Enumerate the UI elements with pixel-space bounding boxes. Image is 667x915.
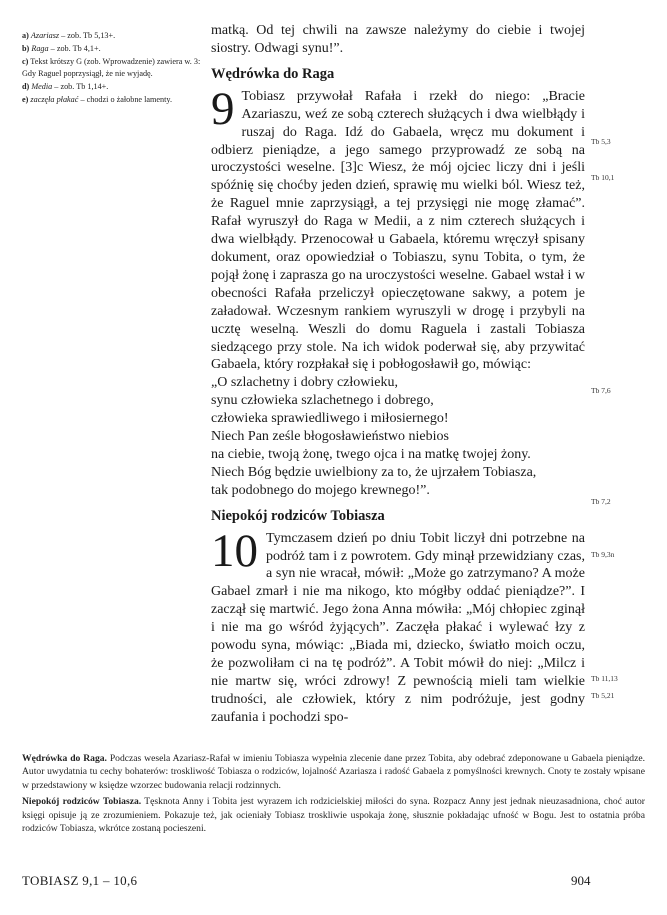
section-2-paragraph [211,524,585,727]
margin-reference: Tb 7,6 [591,386,611,395]
margin-reference: Tb 10,1 [591,173,615,182]
poem-line: synu człowieka szlachetnego i dobrego, [211,393,434,409]
commentary-paragraph: Wędrówka do Raga. Podczas wesela Azariasz-Rafał w imieniu Tobiasza wypełnia zlecenie dane przez Tobita, aby odebrać zdeponowane u Gabaela pieniądze. Autor uwydatnia tu cechy bohaterów: troskliwość Tobiasza o rodziców, lojalność Azariasza i radość Gabaela z pomyślności krewnych. Cnoty te zostały wpisane w przedstawiony w księdze wzorzec budowania relacji rodzinnych. [22,753,645,791]
page-number: 904 [571,873,591,888]
section-heading-1: Wędrówka do Raga [211,65,335,82]
section-1-paragraph [211,82,585,375]
footnote-b: b) Raga – zob. Tb 4,1+. [22,44,101,53]
commentary-paragraph: Niepokój rodziców Tobiasza. Tęsknota Anny i Tobita jest wyrazem ich rodzicielskiej miłości do syna. Rozpacz Anny jest jednak nieuzasadniona, choć autor księgi opisuje ją ze zrozumieniem. Pokazuje też, jak ocieniały Tobiasz troskliwie uspokaja żonę, słusznie pokładając ufność w Bogu. Jest to ostatnia próba rodziców Tobiasza, wkrótce zostaną pocieszeni. [22,796,646,835]
poem-line: Niech Bóg będzie uwielbiony za to, że ujrzałem Tobiasza, [211,464,537,480]
poem-line: Niech Pan ześle błogosławieństwo niebios [211,429,449,445]
chapter-number-10: 10 [211,524,258,577]
margin-reference: Tb 11,13 [591,674,618,683]
commentary [22,752,645,838]
margin-reference: Tb 9,3n [591,550,615,559]
divider [22,741,645,742]
intro-paragraph: matką. Od tej chwili na zawsze należymy do ciebie i twojej siostry. Odwagi synu!”. [211,23,585,56]
section-1-text: Tobiasz przywołał Rafała i rzekł do niego: „Bracie Azariaszu, weź ze sobą czterech służących i dwa wielbłądy i ruszaj do Raga. Idź do Gabaela, wręcz mu dokument i odbierz pieniądze, a jego samego przyprowadź ze sobą na uroczystości weselne. [3]c Wiesz, że mój ojciec liczy dni i jeśli spóźnię się choćby jeden dzień, sprawię mu wielki ból. Wiesz też, że Raguel mnie zaprzysiągł, a tej przysięgi nie mogę złamać”. Rafał wyruszył do Raga w Medii, a z nim czterech służących i dwa wielbłądy. Przenocował u Gabaela, któremu wręczył spisany dokument, oraz opowiedział o Tobiaszu, synu Tobita, o tym, że pojął żonę i zaprasza go na uroczystości weselne. Gabael wstał i w obecności Rafała przeliczył opieczętowane sakwy, a potem je załadował. Wczesnym rankiem wyruszyli w drogę i przybyli na ucztę weselną. Weszli do domu Raguela i zastali Tobiasza siedzącego przy stole. Na ich widok poderwał się, aby przywitać Gabaela, który rozpłakał się i pobłogosławił go, mówiąc: [211,88,585,373]
footnote-c: c) Tekst krótszy G (zob. Wprowadzenie) zawiera w. 3: Gdy Raguel poprzysiągł, że nie wyjadę. [22,57,201,78]
footnote-e: e) zaczęła płakać – chodzi o żałobne lamenty. [22,95,172,104]
main-text [211,22,585,727]
poem-line: „O szlachetny i dobry człowieku, [211,375,398,391]
poem-line: człowieka sprawiedliwego i miłosiernego! [211,411,449,427]
margin-reference: Tb 5,3 [591,137,611,146]
poem-line: tak podobnego do mojego krewnego!”. [211,482,430,498]
chapter-number-9: 9 [211,82,235,135]
poem-line: na ciebie, twoją żonę, twego ojca i na matkę twojej żony. [211,446,531,462]
margin-reference: Tb 7,2 [591,497,611,506]
section-heading-2: Niepokój rodziców Tobiasza [211,507,385,524]
margin-reference: Tb 5,21 [591,691,615,700]
blessing-poem [211,374,585,499]
section-2-text: Tymczasem dzień po dniu Tobit liczył dni potrzebne na podróż tam i z powrotem. Gdy minął przewidziany czas, a syn nie wracał, mówił: „Może go zatrzymano? A może Gabael zmarł i nie ma nikogo, kto mógłby oddać pieniądze?”. I zaczął się martwić. Jego żona Anna mówiła: „Mój chłopiec zginął i nie ma go wśród żyjących”. Zaczęła płakać i wylewać łzy z powodu syna, mówiąc: „Biada mi, dziecko, światło moich oczu, że pozwoliłam ci na tę podróż”. A Tobit mówił do niej: „Milcz i nie martw się, wróci zdrowy! Z pewnością mieli tam wielkie trudności, ale człowiek, który z nim podróżuje, jest godny zaufania i pochodzi spo- [211,530,585,725]
footnote-d: d) Media – zob. Tb 1,14+. [22,82,109,91]
footnotes [22,30,202,107]
footnote-a: a) Azariasz – zob. Tb 5,13+. [22,31,116,40]
running-footer-reference: TOBIASZ 9,1 – 10,6 [22,873,138,888]
